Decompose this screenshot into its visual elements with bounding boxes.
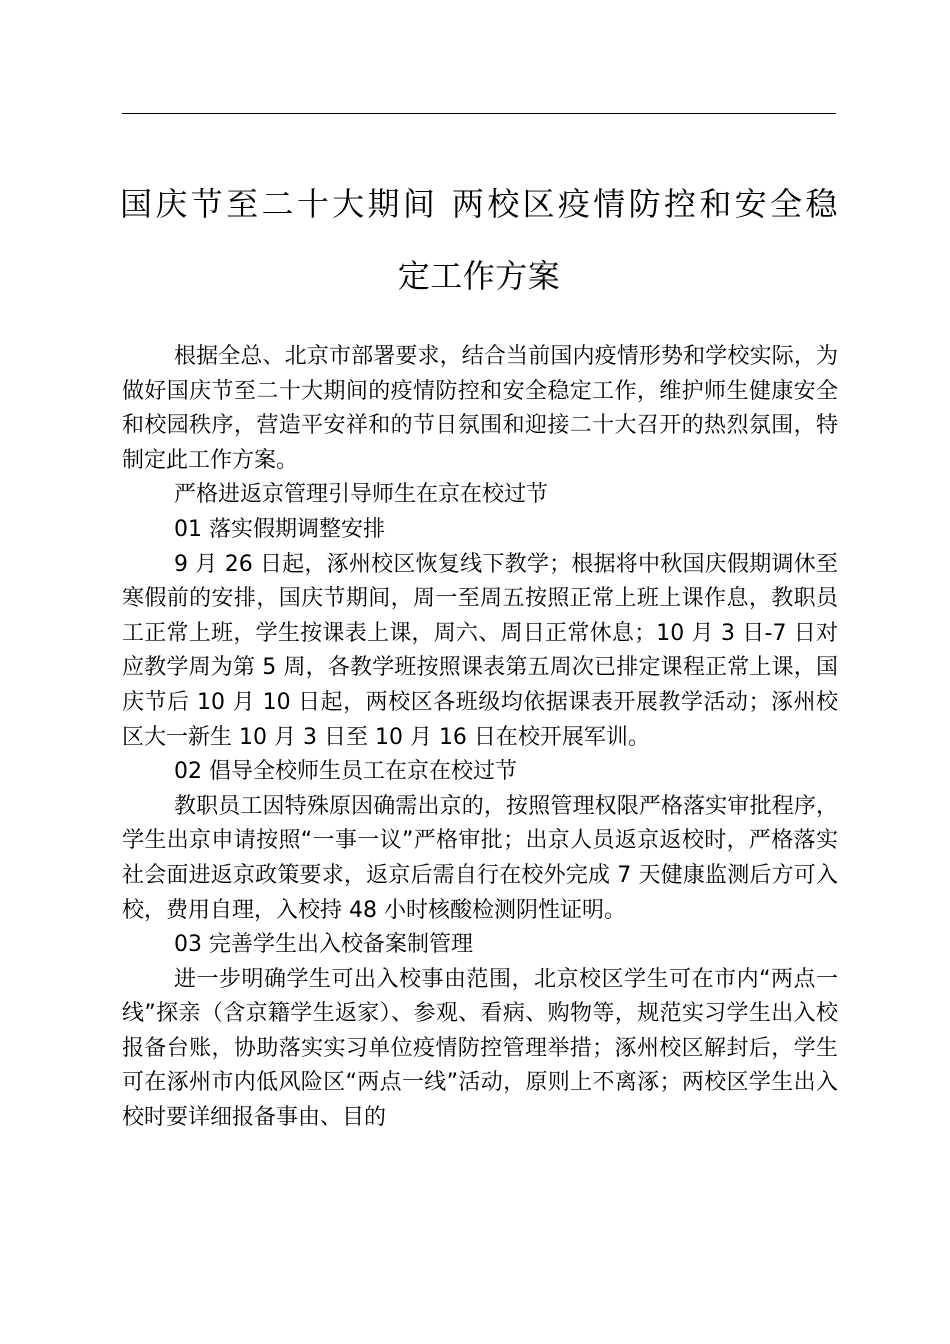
body-paragraph-03: 进一步明确学生可出入校事由范围，北京校区学生可在市内“两点一线”探亲（含京籍学生返家）、参观、看病、购物等，规范实习学生出入校报备台账，协助落实实习单位疫情防控管理举措；涿州校区解封后，学生可在涿州市内低风险区“两点一线”活动，原则上不离涿；两校区学生出入校时要详细报备事由、目的 bbox=[122, 966, 838, 1131]
body-paragraph-01: 9 月 26 日起，涿州校区恢复线下教学；根据将中秋国庆假期调休至寒假前的安排，国庆节期间，周一至周五按照正常上班上课作息，教职员工正常上班，学生按课表上课，周六、周日正常休息；10 月 3 日-7 日对应教学周为第 5 周，各教学班按照课表第五周次已排定课程正常上课，国庆节后 10 月 10 日起，两校区各班级均依据课表开展教学活动；涿州校区大一新生 10 月 3 日至 10 月 16 日在校开展军训。 bbox=[122, 551, 838, 750]
intro-paragraph: 根据全总、北京市部署要求，结合当前国内疫情形势和学校实际，为做好国庆节至二十大期间的疫情防控和安全稳定工作，维护师生健康安全和校园秩序，营造平安祥和的节日氛围和迎接二十大召开的热烈氛围，特制定此工作方案。 bbox=[122, 344, 838, 473]
section-heading: 严格进返京管理引导师生在京在校过节 bbox=[174, 482, 549, 508]
header-rule bbox=[122, 113, 836, 114]
document-title-line-2: 定工作方案 bbox=[397, 257, 561, 295]
subsection-heading-02: 02 倡导全校师生员工在京在校过节 bbox=[174, 759, 517, 785]
document-title-line-1: 国庆节至二十大期间 两校区疫情防控和安全稳 bbox=[120, 185, 838, 223]
subsection-heading-01: 01 落实假期调整安排 bbox=[174, 516, 385, 542]
subsection-heading-03: 03 完善学生出入校备案制管理 bbox=[174, 932, 473, 958]
body-paragraph-02: 教职员工因特殊原因确需出京的，按照管理权限严格落实审批程序，学生出京申请按照“一事一议”严格审批；出京人员返京返校时，严格落实社会面进返京政策要求，返京后需自行在校外完成 7 天健康监测后方可入校，费用自理，入校持 48 小时核酸检测阴性证明。 bbox=[122, 793, 838, 923]
document-body bbox=[122, 340, 838, 1136]
document-title bbox=[120, 168, 838, 312]
